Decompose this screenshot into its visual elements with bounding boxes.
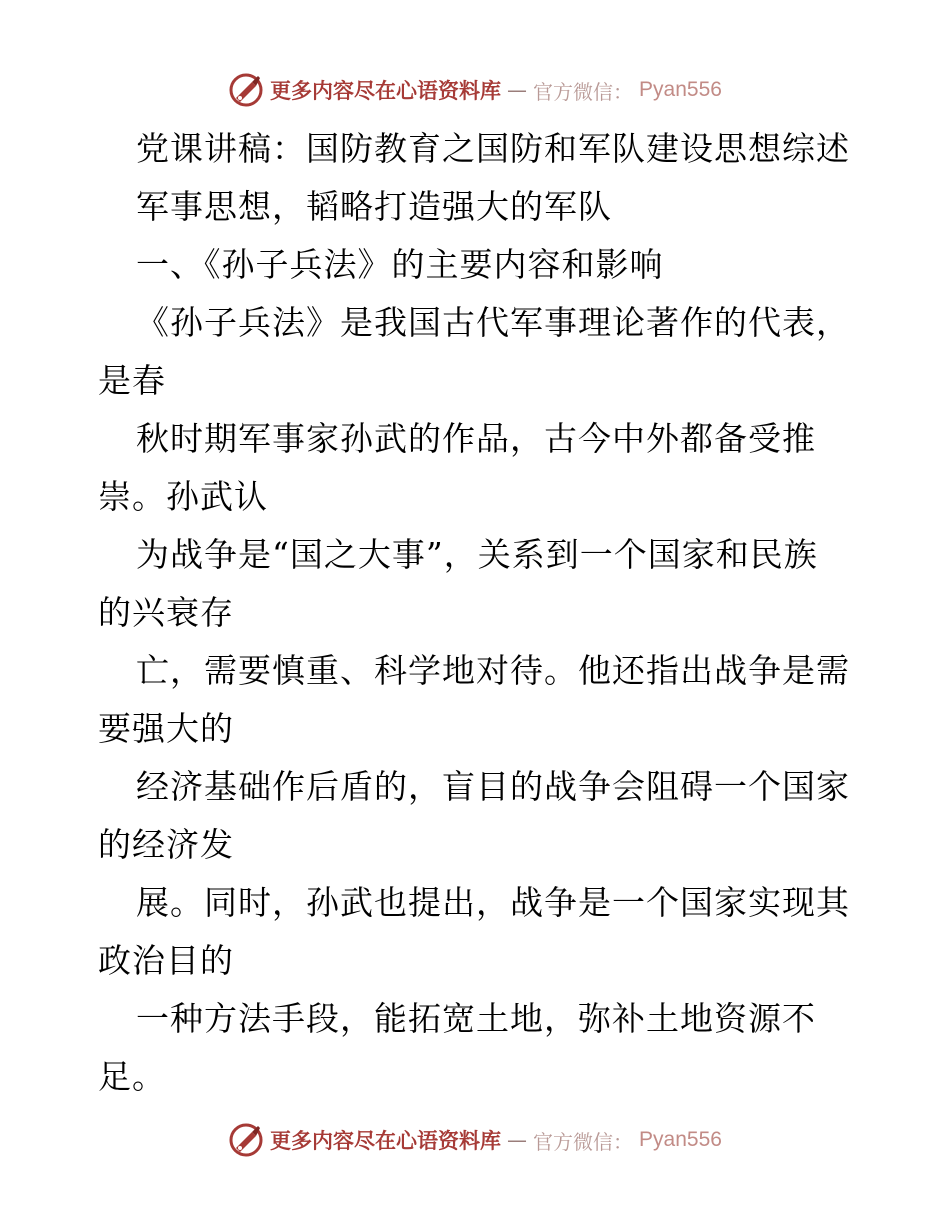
paragraph-line: 的经济发 xyxy=(98,825,234,864)
header-watermark-banner xyxy=(0,70,950,110)
subsection-heading: 一、《孙子兵法》的主要内容和影响 xyxy=(136,245,664,284)
paragraph-line: 是春 xyxy=(98,361,166,400)
paragraph-line: 为战争是“国之大事”，关系到一个国家和民族 xyxy=(136,535,818,574)
pen-logo-icon xyxy=(228,72,264,108)
paragraph-line: 经济基础作后盾的，盲目的战争会阻碍一个国家 xyxy=(136,767,850,806)
banner-contact-id: Pyan556 xyxy=(639,1128,722,1151)
paragraph-line: 崇。孙武认 xyxy=(98,477,268,516)
paragraph-line: 亡，需要慎重、科学地对待。他还指出战争是需 xyxy=(136,651,850,690)
paragraph-line: 的兴衰存 xyxy=(98,593,234,632)
banner-text: 更多内容尽在心语资料库 xyxy=(270,78,502,103)
banner-separator: — xyxy=(507,1128,528,1152)
banner-contact-id: Pyan556 xyxy=(639,78,722,101)
paragraph-line: 秋时期军事家孙武的作品，古今中外都备受推 xyxy=(136,419,816,458)
footer-watermark-banner xyxy=(0,1120,950,1160)
banner-contact-label: 官方微信： xyxy=(533,79,634,104)
banner-text: 更多内容尽在心语资料库 xyxy=(270,1128,502,1153)
paragraph-line: 政治目的 xyxy=(98,941,234,980)
banner-contact-label: 官方微信： xyxy=(533,1129,634,1154)
section-heading: 军事思想，韬略打造强大的军队 xyxy=(136,187,612,226)
paragraph-line: 足。 xyxy=(98,1057,166,1096)
document-title: 党课讲稿：国防教育之国防和军队建设思想综述 xyxy=(136,129,850,168)
paragraph-line: 一种方法手段，能拓宽土地，弥补土地资源不 xyxy=(136,999,816,1038)
pen-logo-icon xyxy=(228,1122,264,1158)
document-body xyxy=(98,120,898,1106)
paragraph-line: 要强大的 xyxy=(98,709,234,748)
paragraph-line: 展。同时，孙武也提出，战争是一个国家实现其 xyxy=(136,883,850,922)
paragraph-line: 《孙子兵法》是我国古代军事理论著作的代表， xyxy=(136,303,850,342)
banner-separator: — xyxy=(507,78,528,102)
